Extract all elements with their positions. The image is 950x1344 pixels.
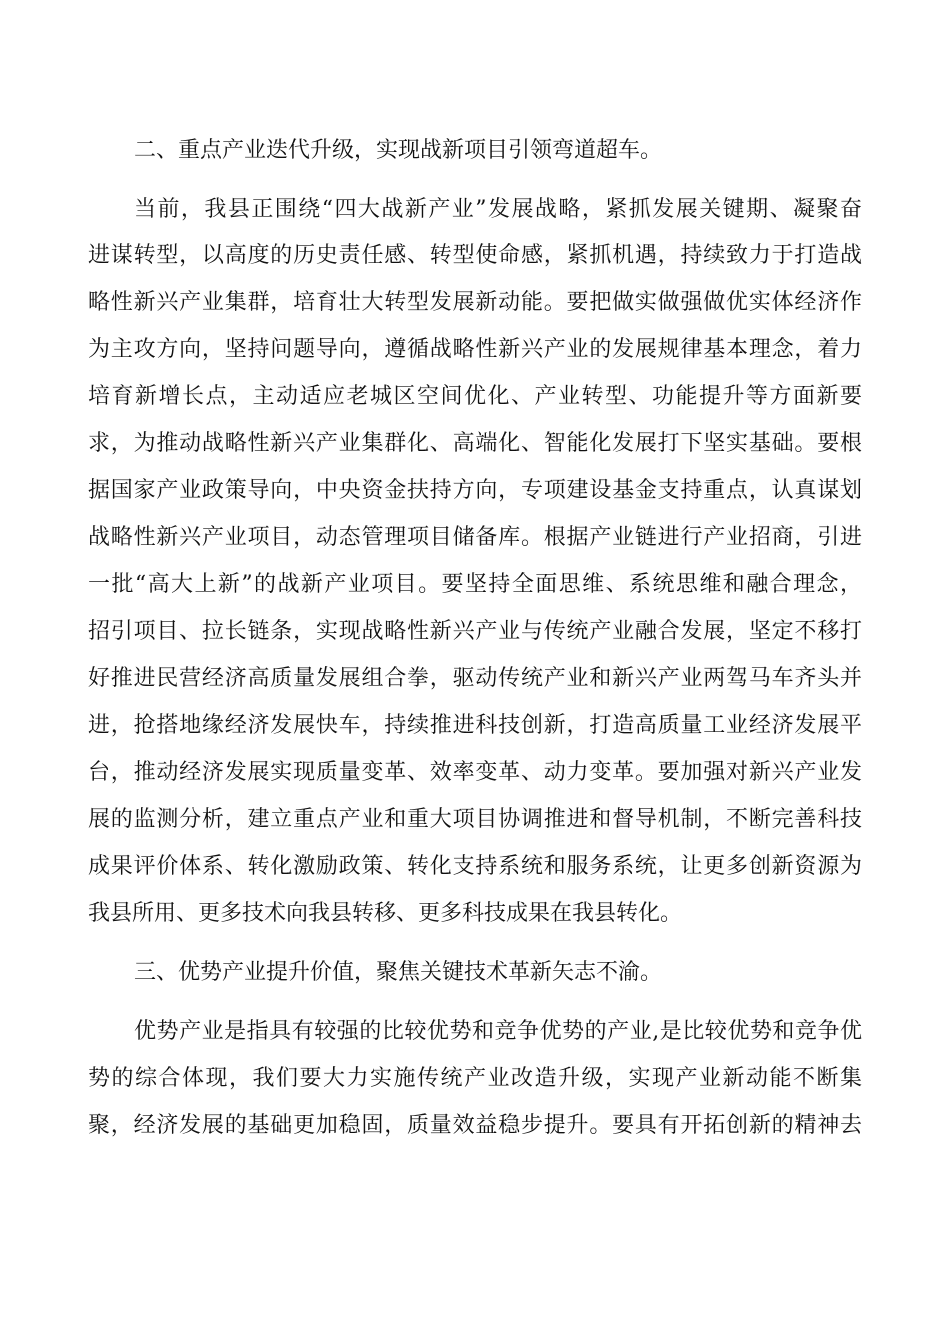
paragraph-line: 为主攻方向，坚持问题导向，遵循战略性新兴产业的发展规律基本理念，着力 <box>88 337 862 362</box>
paragraph-line: 进谋转型，以高度的历史责任感、转型使命感，紧抓机遇，持续致力于打造战 <box>88 243 862 268</box>
paragraph-line: 聚，经济发展的基础更加稳固，质量效益稳步提升。要具有开拓创新的精神去 <box>88 1113 862 1138</box>
paragraph-line: 招引项目、拉长链条，实现战略性新兴产业与传统产业融合发展，坚定不移打 <box>88 619 862 644</box>
paragraph-line: 略性新兴产业集群，培育壮大转型发展新动能。要把做实做强做优实体经济作 <box>88 290 862 315</box>
paragraph-line: 优势产业是指具有较强的比较优势和竞争优势的产业,是比较优势和竞争优 <box>134 1019 862 1044</box>
paragraph-line: 台，推动经济发展实现质量变革、效率变革、动力变革。要加强对新兴产业发 <box>88 760 862 785</box>
section-heading-3: 三、优势产业提升价值，聚焦关键技术革新矢志不渝。 <box>134 960 663 985</box>
paragraph-line: 培育新增长点，主动适应老城区空间优化、产业转型、功能提升等方面新要 <box>88 384 862 409</box>
paragraph-line: 势的综合体现，我们要大力实施传统产业改造升级，实现产业新动能不断集 <box>88 1066 862 1091</box>
paragraph-line: 好推进民营经济高质量发展组合拳，驱动传统产业和新兴产业两驾马车齐头并 <box>88 666 862 691</box>
paragraph-line: 成果评价体系、转化激励政策、转化支持系统和服务系统，让更多创新资源为 <box>88 854 862 879</box>
paragraph-line: 进，抢搭地缘经济发展快车，持续推进科技创新，打造高质量工业经济发展平 <box>88 713 862 738</box>
paragraph-line: 据国家产业政策导向，中央资金扶持方向，专项建设基金支持重点，认真谋划 <box>88 478 862 503</box>
paragraph-line: 战略性新兴产业项目，动态管理项目储备库。根据产业链进行产业招商，引进 <box>88 525 862 550</box>
paragraph-line: 当前，我县正围绕“四大战新产业”发展战略，紧抓发展关键期、凝聚奋 <box>134 197 862 222</box>
paragraph-line: 我县所用、更多技术向我县转移、更多科技成果在我县转化。 <box>88 901 683 926</box>
paragraph-line: 展的监测分析，建立重点产业和重大项目协调推进和督导机制，不断完善科技 <box>88 807 862 832</box>
section-heading-2: 二、重点产业迭代升级，实现战新项目引领弯道超车。 <box>134 138 663 163</box>
paragraph-line: 一批“高大上新”的战新产业项目。要坚持全面思维、系统思维和融合理念， <box>88 572 862 597</box>
paragraph-line: 求，为推动战略性新兴产业集群化、高端化、智能化发展打下坚实基础。要根 <box>88 431 862 456</box>
